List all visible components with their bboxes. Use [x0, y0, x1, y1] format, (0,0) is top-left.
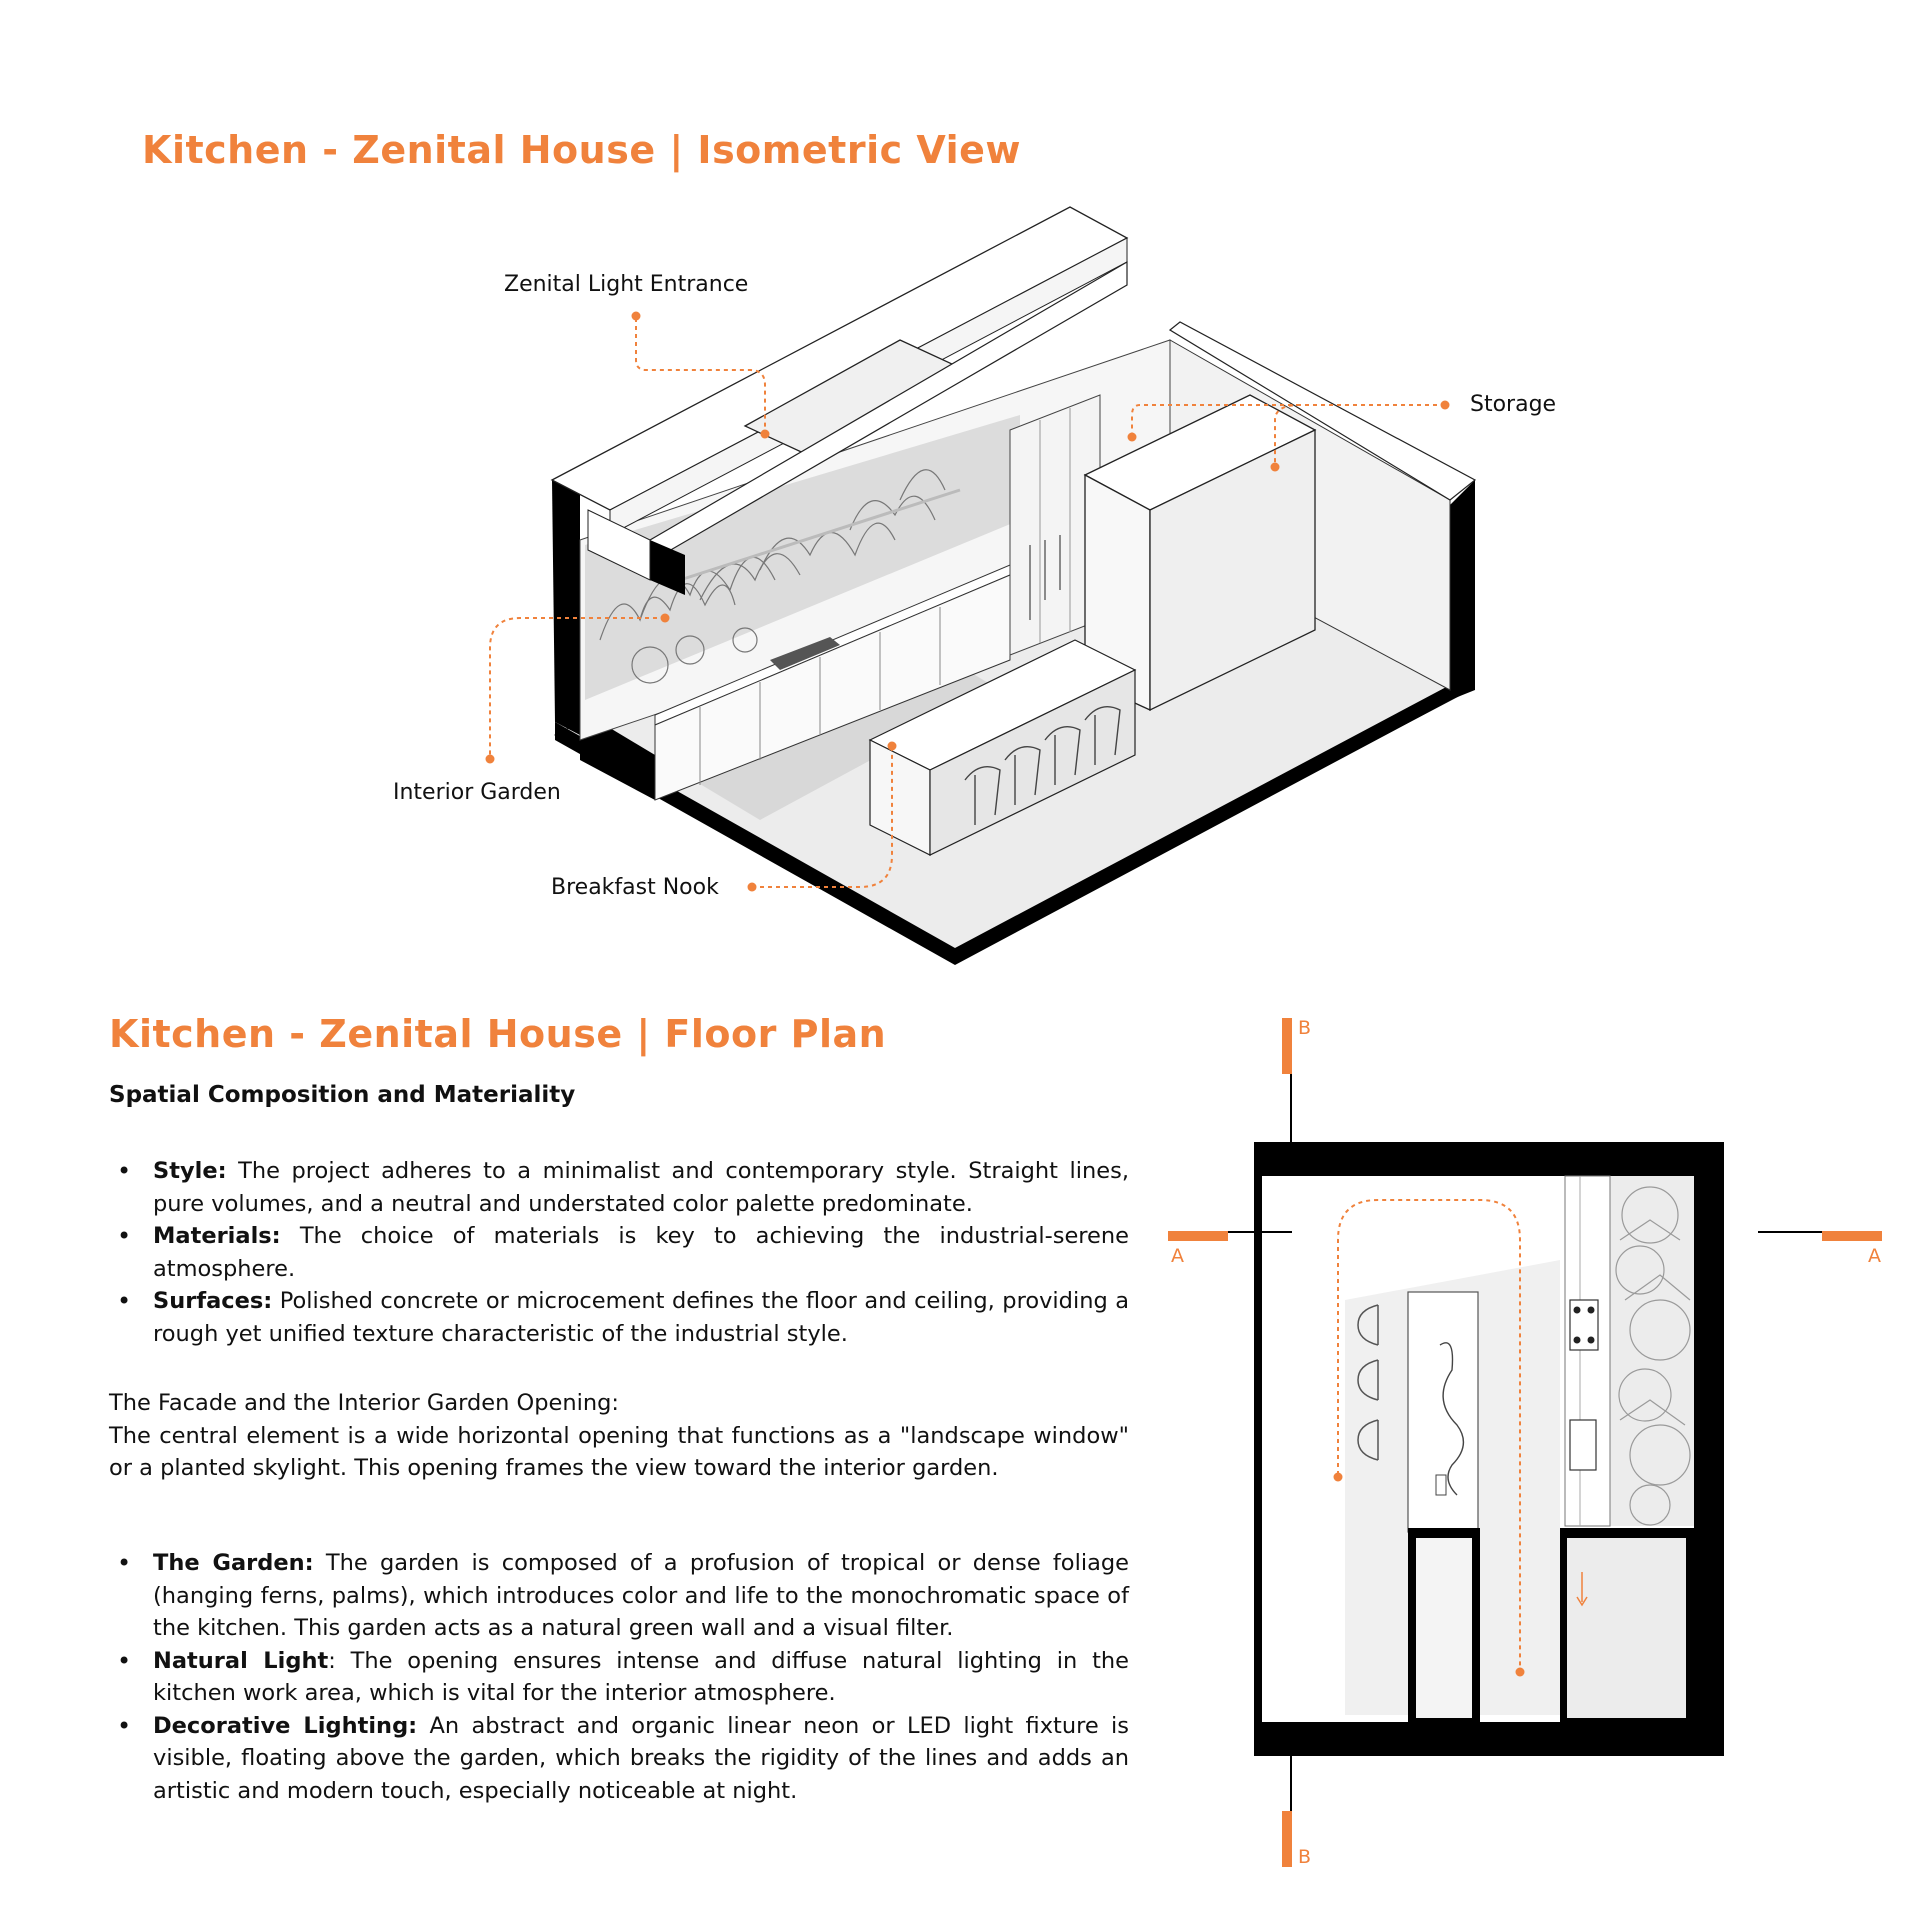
section-a-left-label: A: [1171, 1245, 1184, 1267]
isometric-title: Kitchen - Zenital House | Isometric View: [142, 128, 1021, 172]
plan-wall-top: [1254, 1142, 1724, 1176]
description-block-2: [109, 1547, 1129, 1807]
bullet-list-2: [109, 1547, 1129, 1807]
section-a-left-marker: [1168, 1231, 1228, 1241]
plan-storage-left: [1408, 1528, 1480, 1722]
callout-interior-garden: Interior Garden: [393, 780, 561, 805]
floor-plan-title: Kitchen - Zenital House | Floor Plan: [109, 1012, 887, 1056]
plan-wall-left: [1254, 1142, 1262, 1756]
facade-block: [109, 1387, 1129, 1485]
bullet-materials: • Materials: The choice of materials is key to achieving the industrial-serene atmosphere.: [109, 1220, 1129, 1285]
section-b-bottom-marker: [1282, 1811, 1292, 1867]
bullet-garden: • The Garden: The garden is composed of a profusion of tropical or dense foliage (hanging ferns, palms), which introduces color and life to the monochromatic space of the kitchen. This garden acts as a natural green wall and a visual filter.: [109, 1547, 1129, 1645]
plan-circulation-path: [1338, 1200, 1520, 1670]
plan-burners: [1574, 1307, 1595, 1344]
plan-floor: [1262, 1176, 1694, 1722]
plan-stools: [1358, 1305, 1378, 1460]
bullet-natural-light: • Natural Light: The opening ensures intense and diffuse natural lighting in the kitchen work area, which is vital for the interior atmosphere.: [109, 1645, 1129, 1710]
bullet-decorative-lighting: • Decorative Lighting: An abstract and organic linear neon or LED light fixture is visible, floating above the garden, which breaks the rigidity of the lines and adds an artistic and modern touch, especially noticeable at night.: [109, 1710, 1129, 1808]
plan-counter: [1565, 1176, 1610, 1526]
plan-cooktop: [1570, 1300, 1598, 1350]
plan-wall-right: [1694, 1142, 1724, 1756]
plan-floor-shadow: [1345, 1260, 1560, 1715]
bullet-list-1: [109, 1155, 1129, 1350]
plan-garden-foliage: [1616, 1187, 1690, 1525]
callout-breakfast-nook: Breakfast Nook: [551, 875, 719, 900]
section-b-bottom-label: B: [1298, 1846, 1312, 1868]
bullet-surfaces: • Surfaces: Polished concrete or microcement defines the floor and ceiling, providing a rough yet unified texture characteristic of the industrial style.: [109, 1285, 1129, 1350]
iso-right-wall-section: [1450, 480, 1475, 700]
plan-storage-right: [1560, 1528, 1694, 1722]
section-a-right-label: A: [1868, 1245, 1881, 1267]
section-b-top-label: B: [1298, 1017, 1312, 1039]
callout-storage: Storage: [1470, 392, 1557, 417]
plan-sink: [1570, 1420, 1596, 1470]
section-a-right-marker: [1822, 1231, 1882, 1241]
iso-left-wall-section: [552, 480, 580, 735]
plan-island: [1408, 1292, 1478, 1532]
plan-wall-bottom: [1254, 1722, 1724, 1756]
callout-zenital-light: Zenital Light Entrance: [504, 272, 749, 297]
facade-body: The central element is a wide horizontal opening that functions as a "landscape window" or a planted skylight. This opening frames the view toward the interior garden.: [109, 1422, 1129, 1481]
description-block-1: [109, 1155, 1129, 1350]
plan-island-object: [1440, 1343, 1463, 1495]
section-subheading: Spatial Composition and Materiality: [109, 1082, 576, 1108]
bullet-style: • Style: The project adheres to a minimalist and contemporary style. Straight lines, pure volumes, and a neutral and understated color palette predominate.: [109, 1155, 1129, 1220]
plan-garden-strip: [1610, 1176, 1694, 1526]
section-b-top-marker: [1282, 1018, 1292, 1074]
facade-heading: The Facade and the Interior Garden Opening:: [109, 1390, 619, 1416]
